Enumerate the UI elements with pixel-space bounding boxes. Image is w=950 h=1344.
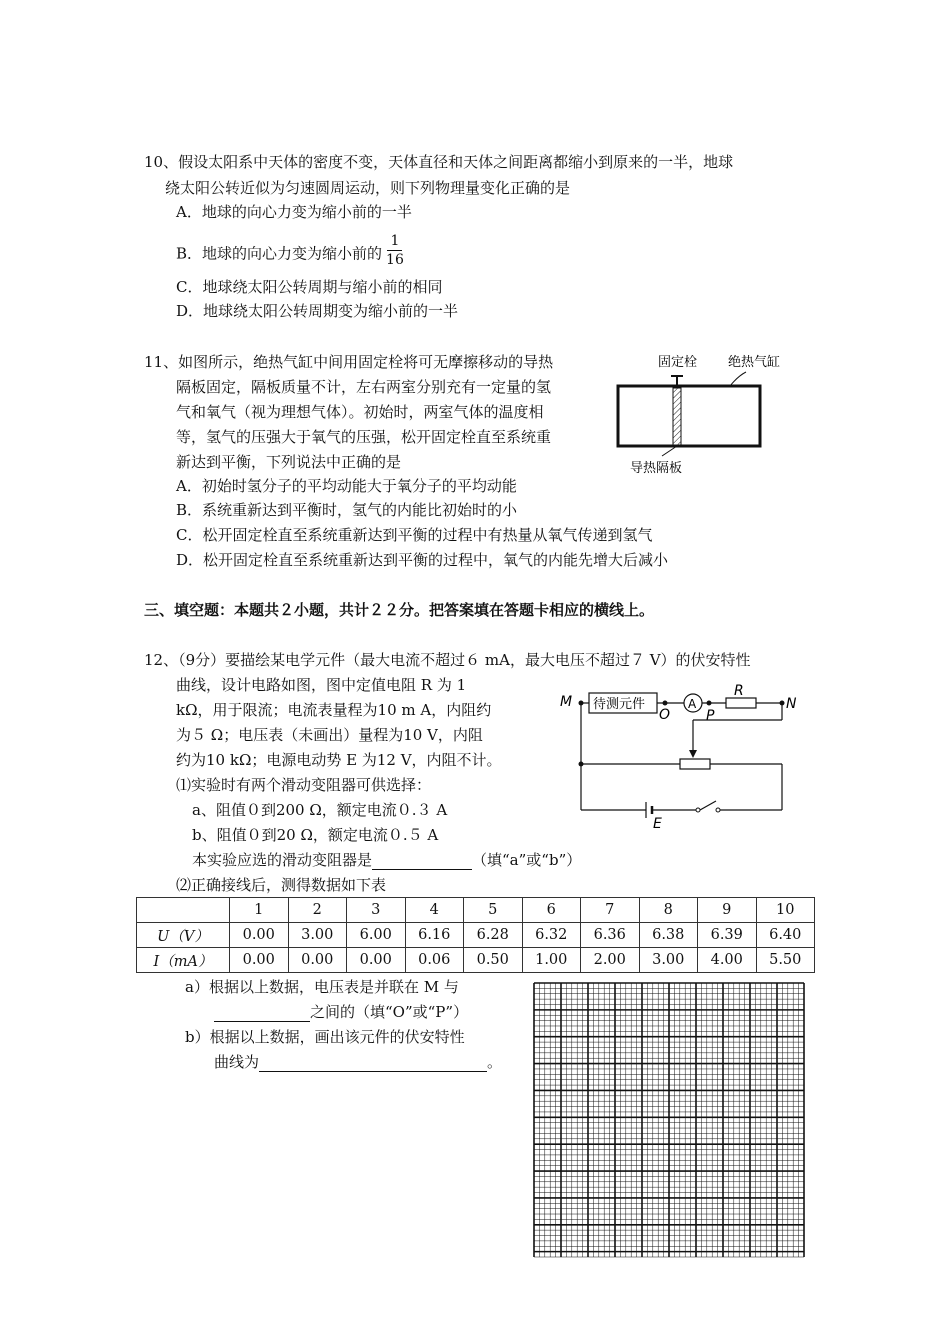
resistor-r [726,698,756,708]
q10-option-c: C．地球绕太阳公转周期与缩小前的相同 [176,278,443,296]
table-cell: 5 [464,898,523,923]
partition-plate [673,388,681,445]
rheostat [680,759,710,769]
table-cell: 6.36 [581,923,640,948]
node-p-label: P [706,708,715,724]
node-n-label: N [786,696,797,712]
q10-option-d: D．地球绕太阳公转周期变为缩小前的一半 [176,302,459,320]
test-element-label: 待测元件 [593,697,646,712]
q12-sub-b-prefix: 曲线为 [214,1053,260,1071]
q12-sub-a-line2 [214,1002,468,1022]
q12-option-b: b、阻值０到20 Ω，额定电流０.５ A [192,826,439,844]
table-cell: 9 [698,898,757,923]
table-row-current [137,948,815,973]
battery-label: E [653,816,662,830]
q12-stem-line4: 约为10 kΩ；电源电动势 E 为12 V，内阻不计。 [176,751,502,769]
table-cell: 6.39 [698,923,757,948]
q12-sub-b-end: 。 [487,1053,503,1071]
q10-option-a: A．地球的向心力变为缩小前的一半 [176,203,412,221]
switch-lever [700,801,716,810]
table-cell: 7 [581,898,640,923]
table-cell: 3 [347,898,406,923]
node-m-label: M [560,694,573,710]
table-cell: 2 [288,898,347,923]
table-cell: 8 [639,898,698,923]
table-cell: 4 [405,898,464,923]
table-cell: 0.06 [405,948,464,973]
q10-option-b-text: B．地球的向心力变为缩小前的 [176,244,383,263]
table-cell: 6.40 [756,923,815,948]
table-header-row [137,898,815,923]
slider-arrow [689,750,697,758]
q10-stem-line2: 绕太阳公转近似为匀速圆周运动，则下列物理量变化正确的是 [165,179,571,197]
ammeter-label: A [688,697,697,711]
switch-contact [716,808,720,812]
label-plate: 导热隔板 [630,461,683,476]
table-cell: 5.50 [756,948,815,973]
table-cell: 0.00 [230,948,289,973]
circuit-diagram [556,680,806,830]
table-cell: 6.16 [405,923,464,948]
q11-stem-line5: 新达到平衡，下列说法中正确的是 [176,453,402,471]
q12-sub-b-line2 [214,1052,502,1072]
switch-contact [696,808,700,812]
table-cell: 1 [230,898,289,923]
q11-stem-line3: 气和氧气（视为理想气体）。初始时，两室气体的温度相 [176,403,544,421]
section-title: 三、填空题：本题共２小题，共计２２分。把答案填在答题卡相应的横线上。 [144,601,655,619]
cylinder-pointer [730,372,746,386]
table-cell: 0.00 [347,948,406,973]
table-cell: 10 [756,898,815,923]
table-cell: 6 [522,898,581,923]
q11-option-d: D．松开固定栓直至系统重新达到平衡的过程中，氧气的内能先增大后减小 [176,551,669,569]
table-cell: 0.50 [464,948,523,973]
answer-blank-curve[interactable] [259,1055,487,1072]
q11-stem-line2: 隔板固定，隔板质量不计，左右两室分别充有一定量的氢 [176,378,552,396]
q11-stem-line4: 等，氢气的压强大于氧气的压强，松开固定栓直至系统重 [176,428,552,446]
table-cell: 1.00 [522,948,581,973]
q12-sub-a-line1: a）根据以上数据，电压表是并联在 M 与 [185,978,459,996]
table-cell: 2.00 [581,948,640,973]
q11-stem-line1: 11、如图所示，绝热气缸中间用固定栓将可无摩擦移动的导热 [144,353,554,371]
table-row-voltage [137,923,815,948]
cylinder-body [618,386,760,446]
table-cell: 3.00 [288,923,347,948]
q12-sub-a-suffix: 之间的（填“O”或“P”） [310,1003,469,1021]
table-row-label: U（V） [137,923,230,948]
label-cylinder: 绝热气缸 [728,355,781,370]
node-o [663,701,668,706]
q11-option-c: C．松开固定栓直至系统重新达到平衡的过程中有热量从氧气传递到氢气 [176,526,653,544]
q12-part1: ⑴实验时有两个滑动变阻器可供选择： [176,776,432,794]
q12-stem-line1: 曲线，设计电路如图，图中定值电阻 R 为 1 [176,676,467,694]
graph-paper[interactable] [533,982,805,1258]
q11-option-b: B．系统重新达到平衡时，氢气的内能比初始时的小 [176,501,518,519]
q12-choose-line [192,850,581,870]
node-p [707,701,712,706]
answer-blank-rheostat[interactable] [372,853,472,870]
label-pin: 固定栓 [658,355,698,370]
q12-part2: ⑵正确接线后，测得数据如下表 [176,876,387,894]
resistor-r-label: R [734,683,744,699]
q10-option-b [176,233,404,273]
q12-option-a: a、阻值０到200 Ω，额定电流０.３ A [192,801,448,819]
cylinder-figure [610,348,800,480]
node-o-label: O [659,707,671,723]
q12-stem-line2: kΩ，用于限流；电流表量程为10 m A，内阻约 [176,701,492,719]
table-cell: 4.00 [698,948,757,973]
table-cell: 6.00 [347,923,406,948]
q12-stem-line0: 12、（9分）要描绘某电学元件（最大电流不超过６ mA，最大电压不超过７ V）的伏安特性 [144,651,751,669]
q10-stem-line1: 10、假设太阳系中天体的密度不变，天体直径和天体之间距离都缩小到原来的一半，地球 [144,153,734,171]
q12-choose-prefix: 本实验应选的滑动变阻器是 [192,851,373,869]
q12-sub-b-line1: b）根据以上数据，画出该元件的伏安特性 [185,1028,465,1046]
fraction-numerator: 1 [387,232,402,251]
answer-blank-node[interactable] [214,1005,310,1022]
fraction-denominator: 16 [386,252,404,268]
table-cell: 6.38 [639,923,698,948]
table-cell: 6.32 [522,923,581,948]
table-cell [137,898,230,923]
q12-choose-suffix: （填“a”或“b”） [472,851,582,869]
table-cell: 0.00 [288,948,347,973]
table-cell: 6.28 [464,923,523,948]
table-cell: 0.00 [230,923,289,948]
data-table [136,897,815,973]
fraction [386,232,404,269]
table-cell: 3.00 [639,948,698,973]
table-row-label: I（mA） [137,948,230,973]
q11-option-a: A．初始时氢分子的平均动能大于氧分子的平均动能 [176,477,517,495]
q12-stem-line3: 为５ Ω；电压表（未画出）量程为10 V，内阻 [176,726,483,744]
